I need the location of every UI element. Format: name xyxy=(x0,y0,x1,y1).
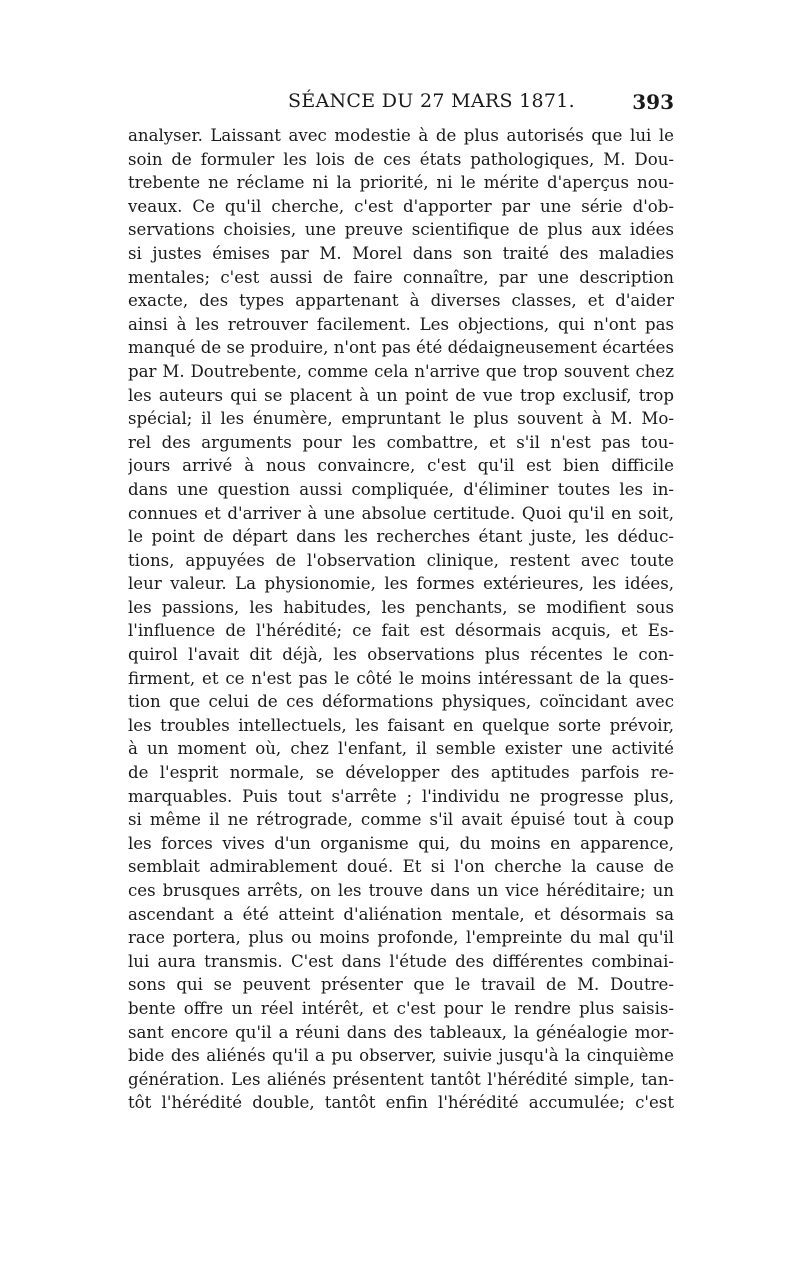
text-line: les troubles intellectuels, les faisant en quelque sorte prévoir, xyxy=(128,715,674,735)
text-line: spécial; il les énumère, empruntant le plus souvent à M. Mo- xyxy=(128,409,674,429)
text-line: de l'esprit normale, se développer des aptitudes parfois re- xyxy=(128,763,674,783)
text-line: bide des aliénés qu'il a pu observer, suivie jusqu'à la cinquième xyxy=(128,1046,674,1066)
text-line: manqué de se produire, n'ont pas été dédaigneusement écartées xyxy=(128,338,674,358)
text-line: les auteurs qui se placent à un point de vue trop exclusif, trop xyxy=(128,385,674,405)
text-line: tions, appuyées de l'observation clinique, restent avec toute xyxy=(128,550,674,570)
text-line: connues et d'arriver à une absolue certitude. Quoi qu'il en soit, xyxy=(128,503,674,523)
text-line: sant encore qu'il a réuni dans des tableaux, la généalogie mor- xyxy=(128,1022,674,1042)
text-line: quirol l'avait dit déjà, les observations plus récentes le con- xyxy=(128,645,674,665)
text-line: servations choisies, une preuve scientifique de plus aux idées xyxy=(128,220,674,240)
text-line: si justes émises par M. Morel dans son traité des maladies xyxy=(128,243,674,263)
text-line: les forces vives d'un organisme qui, du moins en apparence, xyxy=(128,833,674,853)
text-line: le point de départ dans les recherches étant juste, les déduc- xyxy=(128,527,674,547)
text-line: mentales; c'est aussi de faire connaître, par une description xyxy=(128,267,674,287)
text-line: si même il ne rétrograde, comme s'il avait épuisé tout à coup xyxy=(128,810,674,830)
text-line: ascendant a été atteint d'aliénation mentale, et désormais sa xyxy=(128,904,674,924)
text-line: les passions, les habitudes, les penchants, se modifient sous xyxy=(128,597,674,617)
text-line: rel des arguments pour les combattre, et s'il n'est pas tou- xyxy=(128,432,674,452)
text-line: à un moment où, chez l'enfant, il semble exister une activité xyxy=(128,739,674,759)
text-line: race portera, plus ou moins profonde, l'empreinte du mal qu'il xyxy=(128,928,674,948)
text-line: ces brusques arrêts, on les trouve dans un vice héréditaire; un xyxy=(128,881,674,900)
text-line: dans une question aussi compliquée, d'éliminer toutes les in- xyxy=(128,479,674,499)
running-title: SÉANCE DU 27 MARS 1871. xyxy=(288,90,576,112)
text-line: firment, et ce n'est pas le côté le moins intéressant de la ques- xyxy=(128,668,674,688)
text-line: sons qui se peuvent présenter que le travail de M. Doutre- xyxy=(128,975,674,995)
text-line: veaux. Ce qu'il cherche, c'est d'apporter par une série d'ob- xyxy=(128,196,674,216)
text-line: tôt l'hérédité double, tantôt enfin l'hérédité accumulée; c'est xyxy=(128,1093,674,1113)
page-number: 393 xyxy=(632,90,674,114)
page-header xyxy=(128,90,674,116)
text-line: leur valeur. La physionomie, les formes extérieures, les idées, xyxy=(128,574,674,594)
text-line: bente offre un réel intérêt, et c'est pour le rendre plus saisis- xyxy=(128,998,674,1018)
text-line: ainsi à les retrouver facilement. Les objections, qui n'ont pas xyxy=(128,314,674,334)
text-line: soin de formuler les lois de ces états pathologiques, M. Dou- xyxy=(128,149,674,169)
text-line: tion que celui de ces déformations physiques, coïncidant avec xyxy=(128,692,674,712)
text-line: marquables. Puis tout s'arrête ; l'individu ne progresse plus, xyxy=(128,786,674,806)
text-line: jours arrivé à nous convaincre, c'est qu'il est bien difficile xyxy=(128,456,674,476)
text-line: semblait admirablement doué. Et si l'on cherche la cause de xyxy=(128,857,674,877)
text-line: analyser. Laissant avec modestie à de plus autorisés que lui le xyxy=(128,126,674,145)
text-line: génération. Les aliénés présentent tantôt l'hérédité simple, tan- xyxy=(128,1069,674,1089)
text-line: trebente ne réclame ni la priorité, ni le mérite d'aperçus nou- xyxy=(128,173,674,193)
text-line: lui aura transmis. C'est dans l'étude des différentes combinai- xyxy=(128,951,674,971)
text-line: l'influence de l'hérédité; ce fait est désormais acquis, et Es- xyxy=(128,621,674,641)
text-line: par M. Doutrebente, comme cela n'arrive que trop souvent chez xyxy=(128,361,674,381)
body-text xyxy=(128,124,674,1115)
text-line: exacte, des types appartenant à diverses classes, et d'aider xyxy=(128,291,674,311)
